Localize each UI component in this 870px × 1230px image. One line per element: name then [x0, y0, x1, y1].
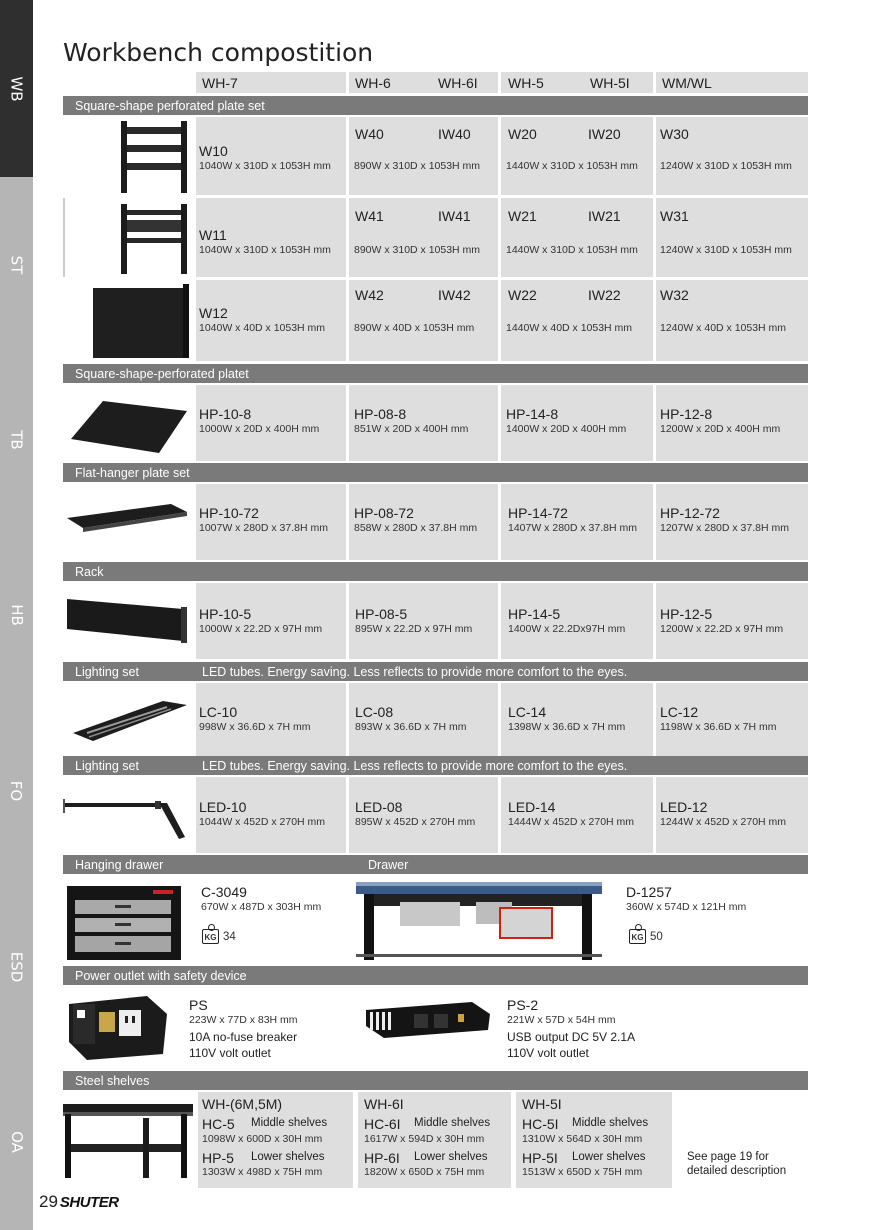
side-tab-tb[interactable]: TB — [0, 352, 33, 527]
side-tab-wb[interactable]: WB — [0, 0, 33, 177]
note-see-page: See page 19 for — [687, 1151, 769, 1163]
product-dimensions: 1240W x 310D x 1053H mm — [660, 244, 792, 256]
product-dimensions: 1440W x 310D x 1053H mm — [506, 244, 638, 256]
col-label-wh5: WH-5 — [508, 74, 544, 91]
product-image-hp-8 — [63, 385, 193, 461]
product-image-w12 — [63, 280, 193, 361]
weight-kg-icon: KG — [629, 929, 646, 944]
side-tab-esd[interactable]: ESD — [0, 879, 33, 1054]
product-dimensions: 1440W x 40D x 1053H mm — [506, 322, 633, 334]
product-code: HC-5 — [202, 1116, 235, 1132]
product-feature: Lower shelves — [414, 1151, 488, 1163]
section-header-square-set: Square-shape perforated plate set — [63, 96, 808, 115]
product-code: IW41 — [438, 208, 471, 224]
section-header-drawer: Hanging drawer Drawer — [63, 855, 808, 874]
product-image-w10 — [63, 117, 193, 195]
product-dimensions: 1007W x 280D x 37.8H mm — [199, 522, 328, 534]
col-label-wh6: WH-6 — [355, 74, 391, 91]
product-code: HP-12-72 — [660, 505, 720, 521]
col-label-wh5i: WH-5I — [590, 74, 630, 91]
weight-kg-icon: KG — [202, 929, 219, 944]
product-dimensions: 1444W x 452D x 270H mm — [508, 816, 635, 828]
product-code: W32 — [660, 287, 689, 303]
product-dimensions: 360W x 574D x 121H mm — [626, 901, 747, 913]
product-dimensions: 1513W x 650D x 75H mm — [522, 1166, 643, 1178]
page-title: Workbench compostition — [63, 38, 374, 67]
product-code: HP-14-72 — [508, 505, 568, 521]
product-image-c3049 — [63, 878, 183, 962]
product-code: LED-10 — [199, 799, 247, 815]
product-code: LED-14 — [508, 799, 556, 815]
product-feature: 110V volt outlet — [189, 1046, 271, 1060]
product-code: HP-08-8 — [354, 406, 407, 422]
product-dimensions: 1044W x 452D x 270H mm — [199, 816, 326, 828]
product-image-ps2 — [362, 994, 492, 1052]
product-dimensions: 1244W x 452D x 270H mm — [660, 816, 787, 828]
product-image-led — [63, 777, 193, 853]
product-code: HP-10-8 — [199, 406, 252, 422]
weight-capacity: KG 50 — [629, 929, 663, 944]
product-code: HP-10-5 — [199, 606, 252, 622]
product-code: HP-14-5 — [508, 606, 561, 622]
product-code: PS — [189, 997, 208, 1013]
section-header-flat-hanger: Flat-hanger plate set — [63, 463, 808, 482]
product-image-workbench-drawer — [356, 880, 606, 964]
product-dimensions: 1617W x 594D x 30H mm — [364, 1133, 485, 1145]
product-dimensions: 1820W x 650D x 75H mm — [364, 1166, 485, 1178]
product-dimensions: 1303W x 498D x 75H mm — [202, 1166, 323, 1178]
product-dimensions: 1040W x 310D x 1053H mm — [199, 244, 331, 256]
product-dimensions: 895W x 452D x 270H mm — [355, 816, 476, 828]
product-code: IW21 — [588, 208, 621, 224]
product-image-steel-shelves — [63, 1094, 195, 1182]
product-code: C-3049 — [201, 884, 247, 900]
product-dimensions: 1240W x 310D x 1053H mm — [660, 160, 792, 172]
product-code: HP-08-5 — [355, 606, 408, 622]
steel-model-header: WH-6I — [364, 1096, 404, 1112]
product-dimensions: 223W x 77D x 83H mm — [189, 1014, 298, 1026]
product-code: D-1257 — [626, 884, 672, 900]
product-dimensions: 1398W x 36.6D x 7H mm — [508, 721, 626, 733]
product-dimensions: 998W x 36.6D x 7H mm — [199, 721, 311, 733]
product-dimensions: 895W x 22.2D x 97H mm — [355, 623, 473, 635]
product-code: W10 — [199, 143, 228, 159]
product-dimensions: 1098W x 600D x 30H mm — [202, 1133, 323, 1145]
product-feature: Middle shelves — [572, 1117, 649, 1129]
product-code: HC-5I — [522, 1116, 559, 1132]
product-dimensions: 1400W x 22.2Dx97H mm — [508, 623, 626, 635]
product-code: W31 — [660, 208, 689, 224]
section-header-steel: Steel shelves — [63, 1071, 808, 1090]
product-code: HP-5 — [202, 1150, 234, 1166]
product-dimensions: 670W x 487D x 303H mm — [201, 901, 322, 913]
product-code: HP-5I — [522, 1150, 558, 1166]
product-feature: Lower shelves — [572, 1151, 646, 1163]
product-feature: Lower shelves — [251, 1151, 325, 1163]
brand-logo: SHUTER — [59, 1194, 119, 1211]
section-description: LED tubes. Energy saving. Less reflects to provide more comfort to the eyes. — [202, 664, 628, 679]
note-detailed-description: detailed description — [687, 1165, 787, 1177]
product-code: HP-6I — [364, 1150, 400, 1166]
product-code: LED-08 — [355, 799, 403, 815]
side-tab-hb[interactable]: HB — [0, 527, 33, 703]
product-dimensions: 893W x 36.6D x 7H mm — [355, 721, 467, 733]
product-code: HP-08-72 — [354, 505, 414, 521]
weight-capacity: KG 34 — [202, 929, 236, 944]
col-label-wh6i: WH-6I — [438, 74, 478, 91]
steel-model-header: WH-5I — [522, 1096, 562, 1112]
product-code: IW40 — [438, 126, 471, 142]
product-dimensions: 890W x 310D x 1053H mm — [354, 160, 481, 172]
steel-model-header: WH-(6M,5M) — [202, 1096, 283, 1112]
product-dimensions: 851W x 20D x 400H mm — [354, 423, 469, 435]
product-dimensions: 1040W x 40D x 1053H mm — [199, 322, 326, 334]
product-code: W21 — [508, 208, 537, 224]
product-dimensions: 1310W x 564D x 30H mm — [522, 1133, 643, 1145]
product-feature: USB output DC 5V 2.1A — [507, 1030, 636, 1044]
product-dimensions: 1240W x 40D x 1053H mm — [660, 322, 787, 334]
product-dimensions: 858W x 280D x 37.8H mm — [354, 522, 478, 534]
product-code: W42 — [355, 287, 384, 303]
product-image-hp-72 — [63, 484, 193, 560]
product-code: HP-12-8 — [660, 406, 713, 422]
section-header-rack: Rack — [63, 562, 808, 581]
side-tab-fo[interactable]: FO — [0, 703, 33, 879]
product-dimensions: 890W x 40D x 1053H mm — [354, 322, 475, 334]
product-code: LED-12 — [660, 799, 708, 815]
section-header-lighting-lc: Lighting set LED tubes. Energy saving. Less reflects to provide more comfort to the eyes. — [63, 662, 808, 681]
product-code: W30 — [660, 126, 689, 142]
product-dimensions: 1040W x 310D x 1053H mm — [199, 160, 331, 172]
product-code: W41 — [355, 208, 384, 224]
product-code: HP-12-5 — [660, 606, 713, 622]
product-dimensions: 1200W x 20D x 400H mm — [660, 423, 781, 435]
page-number: 29 — [39, 1192, 58, 1211]
product-dimensions: 1000W x 22.2D x 97H mm — [199, 623, 323, 635]
product-image-hp-5 — [63, 583, 193, 659]
product-code: LC-10 — [199, 704, 238, 720]
col-label-wmwl: WM/WL — [662, 74, 712, 91]
product-code: HP-10-72 — [199, 505, 259, 521]
product-dimensions: 1407W x 280D x 37.8H mm — [508, 522, 637, 534]
product-code: LC-08 — [355, 704, 394, 720]
product-feature: 10A no-fuse breaker — [189, 1030, 298, 1044]
side-tab-oa[interactable]: OA — [0, 1054, 33, 1230]
section-header-power: Power outlet with safety device — [63, 966, 808, 985]
product-dimensions: 1000W x 20D x 400H mm — [199, 423, 320, 435]
product-dimensions: 1200W x 22.2D x 97H mm — [660, 623, 784, 635]
section-header-square-plate: Square-shape-perforated platet — [63, 364, 808, 383]
product-dimensions: 890W x 310D x 1053H mm — [354, 244, 481, 256]
product-feature: 110V volt outlet — [507, 1046, 589, 1060]
product-image-lc — [63, 683, 193, 757]
page-footer — [39, 1192, 119, 1212]
product-dimensions: 1400W x 20D x 400H mm — [506, 423, 627, 435]
product-code: LC-12 — [660, 704, 699, 720]
product-code: PS-2 — [507, 997, 539, 1013]
product-dimensions: 1207W x 280D x 37.8H mm — [660, 522, 789, 534]
product-code: LC-14 — [508, 704, 547, 720]
product-code: W12 — [199, 305, 228, 321]
section-header-lighting-led: Lighting set LED tubes. Energy saving. Less reflects to provide more comfort to the eyes. — [63, 756, 808, 775]
product-feature: Middle shelves — [251, 1117, 328, 1129]
section-description: LED tubes. Energy saving. Less reflects to provide more comfort to the eyes. — [202, 758, 628, 773]
product-code: W20 — [508, 126, 537, 142]
product-dimensions: 221W x 57D x 54H mm — [507, 1014, 616, 1026]
product-dimensions: 1198W x 36.6D x 7H mm — [660, 721, 777, 733]
product-code: W22 — [508, 287, 537, 303]
side-tab-st[interactable]: ST — [0, 177, 33, 352]
product-code: HC-6I — [364, 1116, 401, 1132]
product-code: IW42 — [438, 287, 471, 303]
product-code: W40 — [355, 126, 384, 142]
col-label-wh7: WH-7 — [202, 74, 238, 91]
product-dimensions: 1440W x 310D x 1053H mm — [506, 160, 638, 172]
product-image-ps — [63, 990, 173, 1062]
product-code: HP-14-8 — [506, 406, 559, 422]
product-code: IW22 — [588, 287, 621, 303]
product-feature: Middle shelves — [414, 1117, 491, 1129]
product-code: W11 — [199, 227, 227, 243]
product-code: IW20 — [588, 126, 621, 142]
product-image-w11 — [63, 198, 193, 277]
